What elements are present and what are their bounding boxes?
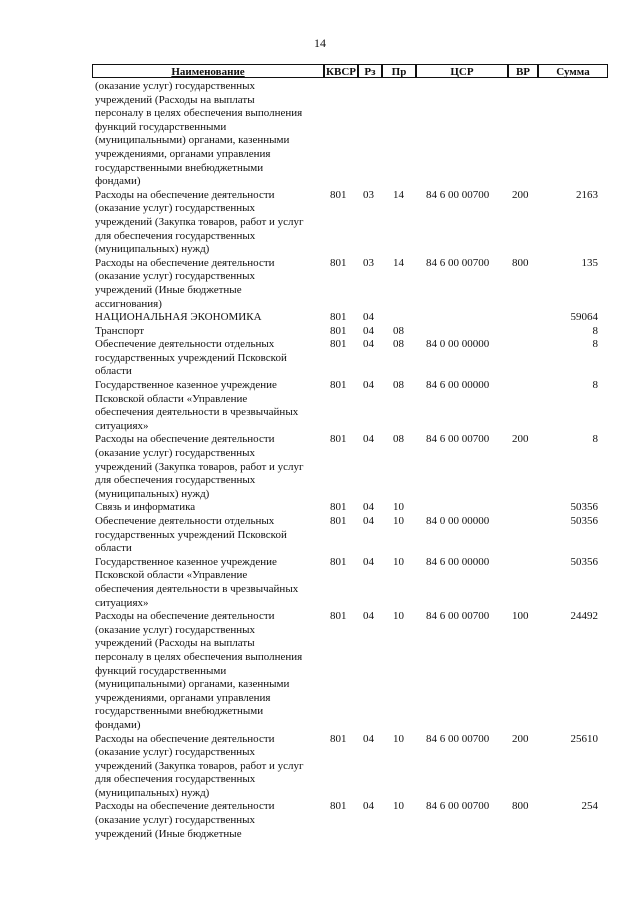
table-row [0,556,640,610]
row-name [95,257,323,311]
row-kvsr: 801 [330,732,347,745]
row-vr: 200 [512,433,529,446]
row-name-line: Расходы на обеспечение деятельности [95,800,275,813]
row-rz: 04 [363,311,374,324]
row-kvsr: 801 [330,433,347,446]
row-name-line: государственными внебюджетными [95,161,264,174]
row-csr: 84 6 00 00700 [426,610,490,623]
row-rz: 03 [363,188,374,201]
table-row [0,257,640,311]
row-csr: 84 0 00 00000 [426,515,490,527]
row-name-line: Обеспечение деятельности отдельных [95,338,275,351]
table-row [0,80,640,189]
row-name [95,311,323,325]
row-kvsr: 801 [330,800,347,813]
column-header-pr: Пр [382,64,416,78]
row-rz: 04 [363,515,374,527]
row-kvsr: 801 [330,515,347,527]
row-name-line: персоналу в целях обеспечения выполнения [95,650,303,663]
row-csr: 84 0 00 00000 [426,338,490,351]
row-name-line: учреждений (Расходы на выплаты [95,93,255,106]
row-name-line: государственных учреждений Псковской [95,528,287,541]
row-name-line: (оказание услуг) государственных [95,623,256,636]
row-pr: 10 [393,732,404,745]
row-name [95,800,323,841]
row-name-line: НАЦИОНАЛЬНАЯ ЭКОНОМИКА [95,311,262,324]
row-sum: 59064 [570,311,598,324]
row-pr: 08 [393,338,404,351]
row-csr: 84 6 00 00700 [426,256,490,269]
row-name-line: ситуациях» [95,419,149,432]
row-name-line: ассигнования) [95,297,162,310]
row-sum: 135 [581,256,598,269]
row-csr: 84 6 00 00700 [426,433,490,446]
row-sum: 8 [592,338,598,351]
row-csr: 84 6 00 00700 [426,188,490,201]
row-sum: 24492 [570,610,598,623]
row-csr: 84 6 00 00700 [426,800,490,813]
row-csr: 84 6 00 00000 [426,379,490,392]
row-pr: 14 [393,256,404,269]
row-name-line: (муниципальных) нужд) [95,243,210,256]
row-name [95,338,323,379]
row-sum: 8 [592,379,598,392]
row-pr: 10 [393,501,404,514]
row-name [95,433,323,501]
row-pr: 10 [393,610,404,623]
row-name-line: государственных учреждений Псковской [95,351,287,364]
row-name [95,515,323,556]
row-name-line: Связь и информатика [95,501,196,514]
row-rz: 03 [363,256,374,269]
row-name-line: для обеспечения государственных [95,229,256,242]
row-rz: 04 [363,433,374,446]
row-name-line: (муниципальными) органами, казенными [95,134,290,147]
row-kvsr: 801 [330,256,347,269]
row-pr: 10 [393,800,404,813]
row-name-line: фондами) [95,175,141,188]
row-name-line: Транспорт [95,324,145,337]
row-csr: 84 6 00 00700 [426,732,490,745]
row-name [95,556,323,610]
column-header-name: Наименование [92,64,324,78]
row-name-line: функций государственными [95,664,227,677]
row-rz: 04 [363,610,374,623]
row-name-line: учреждений (Закупка товаров, работ и услуг [95,215,304,228]
row-rz: 04 [363,800,374,813]
row-name-line: для обеспечения государственных [95,773,256,786]
row-csr: 84 6 00 00000 [426,555,490,568]
row-rz: 04 [363,338,374,351]
row-name-line: Государственное казенное учреждение [95,379,277,392]
row-name-line: Расходы на обеспечение деятельности [95,732,275,745]
row-kvsr: 801 [330,324,347,337]
column-header-kvsr: КВСР [324,64,358,78]
row-name-line: учреждениями, органами управления [95,147,271,160]
table-row [0,379,640,433]
page-number: 14 [314,36,326,50]
row-pr: 08 [393,379,404,392]
row-pr: 08 [393,324,404,337]
table-row [0,311,640,325]
row-rz: 04 [363,379,374,392]
row-name-line: Расходы на обеспечение деятельности [95,188,275,201]
row-name-line: Обеспечение деятельности отдельных [95,515,275,527]
row-pr: 10 [393,555,404,568]
row-name-line: учреждений (Закупка товаров, работ и услуг [95,759,304,772]
row-name-line: обеспечения деятельности в чрезвычайных [95,582,299,595]
row-vr: 800 [512,800,529,813]
row-name-line: области [95,542,132,555]
row-pr: 08 [393,433,404,446]
row-name-line: (оказание услуг) государственных [95,746,256,759]
row-name-line: (оказание услуг) государственных [95,202,256,215]
row-vr: 200 [512,188,529,201]
row-name-line: учреждений (Закупка товаров, работ и услуг [95,460,304,473]
row-name-line: учреждениями, органами управления [95,691,271,704]
row-vr: 200 [512,732,529,745]
row-name-line: учреждений (Расходы на выплаты [95,637,255,650]
row-name-line: учреждений (Иные бюджетные [95,283,242,296]
table-row [0,733,640,801]
row-name [95,501,323,515]
row-name [95,325,323,339]
row-sum: 2163 [576,188,598,201]
row-name-line: Псковской области «Управление [95,569,248,582]
row-sum: 8 [592,433,598,446]
row-pr: 10 [393,515,404,527]
table-row [0,800,640,841]
row-name-line: обеспечения деятельности в чрезвычайных [95,406,299,419]
row-name-line: Государственное казенное учреждение [95,555,277,568]
row-kvsr: 801 [330,311,347,324]
row-name-line: области [95,365,132,378]
column-header-csr: ЦСР [416,64,508,78]
row-name-line: (муниципальных) нужд) [95,487,210,500]
row-kvsr: 801 [330,188,347,201]
row-sum: 254 [581,800,598,813]
row-kvsr: 801 [330,610,347,623]
row-kvsr: 801 [330,338,347,351]
row-name [95,733,323,801]
column-header-vr: ВР [508,64,538,78]
table-row [0,325,640,339]
row-name-line: для обеспечения государственных [95,474,256,487]
row-name [95,379,323,433]
row-kvsr: 801 [330,555,347,568]
row-sum: 8 [592,324,598,337]
budget-table-body [0,80,640,841]
row-rz: 04 [363,324,374,337]
row-name-line: персоналу в целях обеспечения выполнения [95,107,303,120]
table-row [0,433,640,501]
row-name [95,610,323,732]
row-vr: 100 [512,610,529,623]
row-name [95,80,323,189]
column-header-sum: Сумма [538,64,608,78]
row-sum: 50356 [570,501,598,514]
row-kvsr: 801 [330,379,347,392]
row-name [95,189,323,257]
row-name-line: (муниципальными) органами, казенными [95,678,290,691]
table-row [0,189,640,257]
row-name-line: учреждений (Иные бюджетные [95,827,242,840]
row-name-line: (оказание услуг) государственных [95,447,256,460]
row-name-line: Расходы на обеспечение деятельности [95,433,275,446]
row-sum: 50356 [570,515,598,527]
row-name-line: Псковской области «Управление [95,392,248,405]
row-rz: 04 [363,732,374,745]
table-row [0,501,640,515]
row-name-line: (оказание услуг) государственных [95,814,256,827]
row-pr: 14 [393,188,404,201]
row-rz: 04 [363,555,374,568]
row-name-line: (муниципальных) нужд) [95,786,210,799]
table-row [0,338,640,379]
row-sum: 50356 [570,555,598,568]
row-rz: 04 [363,501,374,514]
row-vr: 800 [512,256,529,269]
column-header-rz: Рз [358,64,382,78]
row-sum: 25610 [570,732,598,745]
row-name-line: ситуациях» [95,596,149,609]
row-name-line: функций государственными [95,120,227,133]
row-name-line: Расходы на обеспечение деятельности [95,256,275,269]
row-kvsr: 801 [330,501,347,514]
row-name-line: фондами) [95,718,141,731]
table-row [0,610,640,732]
row-name-line: Расходы на обеспечение деятельности [95,610,275,623]
row-name-line: (оказание услуг) государственных [95,80,256,92]
table-row [0,515,640,556]
row-name-line: (оказание услуг) государственных [95,270,256,283]
row-name-line: государственными внебюджетными [95,705,264,718]
